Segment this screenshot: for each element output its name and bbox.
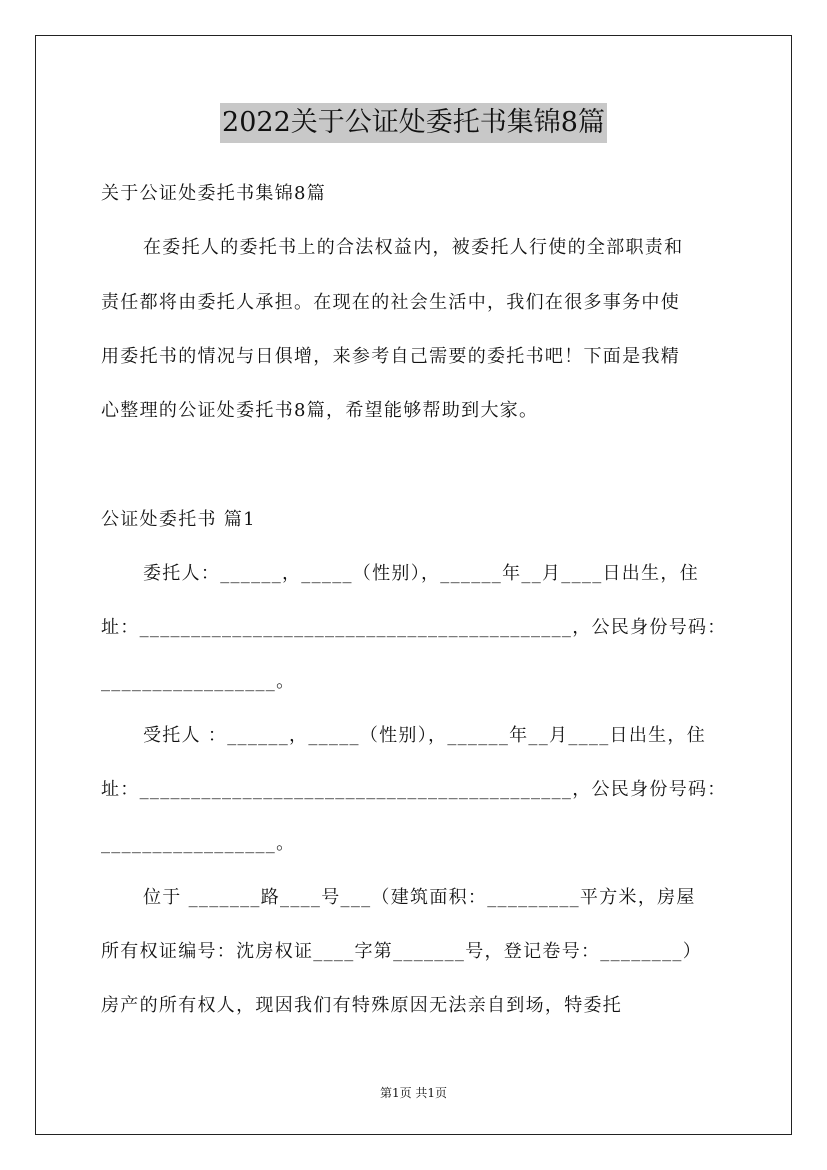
section-heading: 公证处委托书 篇1: [101, 509, 256, 530]
intro-line: 心整理的公证处委托书8篇，希望能够帮助到大家。: [101, 400, 539, 421]
page-number: 第1页 共1页: [379, 1086, 448, 1100]
body-line: 所有权证编号：沈房权证____字第_______号，登记卷号：________）: [101, 941, 702, 962]
document-title: 2022关于公证处委托书集锦8篇: [220, 103, 607, 143]
body-line: 房产的所有权人，现因我们有特殊原因无法亲自到场，特委托: [101, 995, 623, 1016]
intro-line: 用委托书的情况与日俱增，来参考自己需要的委托书吧！下面是我精: [101, 346, 680, 367]
document-subtitle: 关于公证处委托书集锦8篇: [101, 183, 327, 204]
body-line: 址：__________________________________________，公民身份号码：: [101, 617, 727, 638]
body-line: _________________。: [101, 833, 296, 854]
body-line: 址：__________________________________________，公民身份号码：: [101, 779, 727, 800]
intro-line: 责任都将由委托人承担。在现在的社会生活中，我们在很多事务中使: [101, 292, 680, 313]
document-title-wrapper: [0, 103, 827, 143]
body-line: 委托人：______，_____（性别），______年__月____日出生，住: [143, 563, 699, 584]
intro-line: 在委托人的委托书上的合法权益内，被委托人行使的全部职责和: [143, 237, 684, 258]
body-line: 受托人 ：______，_____（性别），______年__月____日出生，住: [143, 725, 707, 746]
body-line: _________________。: [101, 671, 296, 692]
body-line: 位于 _______路____号___（建筑面积：_________平方米，房屋: [143, 887, 696, 908]
